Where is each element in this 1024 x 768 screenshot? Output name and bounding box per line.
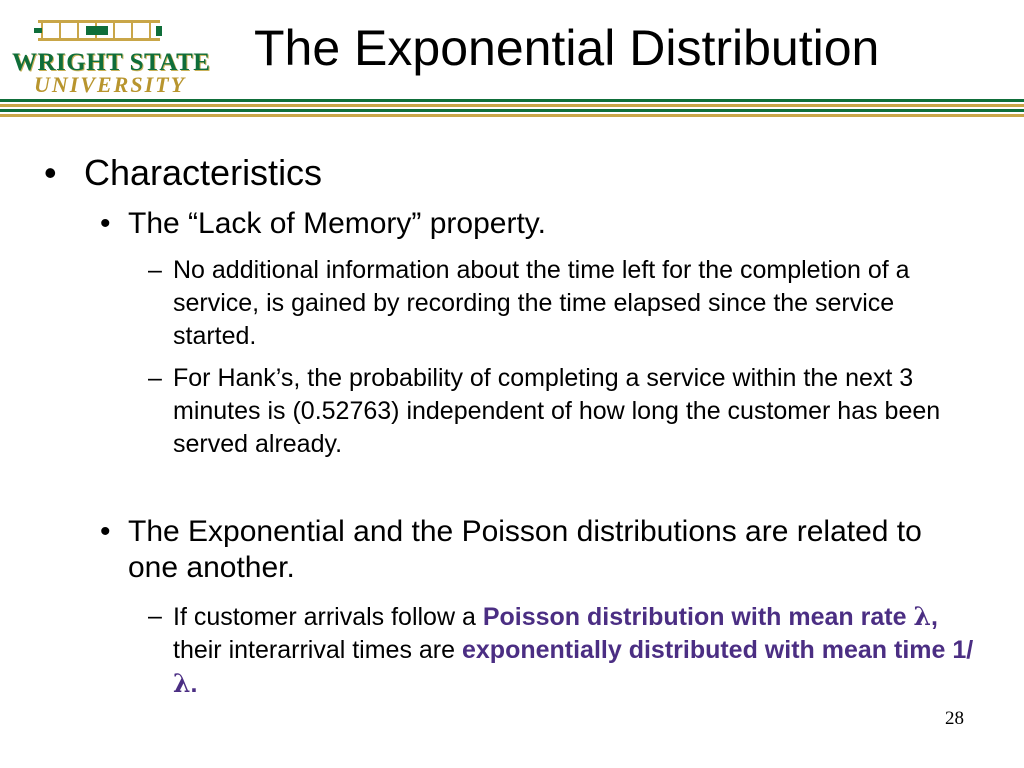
wright-flyer-icon	[34, 14, 164, 50]
header-rule-gold-2	[0, 114, 1024, 117]
bullet-mark: •	[100, 515, 111, 548]
sub-bullet-text: No additional information about the time left for the completion of a service, is gained by recording the time elapsed since the service started.	[173, 256, 910, 350]
emphasis-comma: ,	[930, 603, 938, 631]
sub-bullet-customer-arrivals	[148, 600, 974, 701]
emphasis-poisson: Poisson distribution with mean rate	[482, 603, 914, 631]
emphasis-period: .	[190, 670, 198, 698]
logo-wordmark-line1: WRIGHT STATE	[12, 49, 211, 76]
logo-wordmark-line2: UNIVERSITY	[34, 72, 187, 97]
text-part: If customer arrivals follow a	[173, 603, 483, 631]
dash-mark: –	[148, 364, 162, 392]
sub-bullet-hanks-probability	[148, 362, 974, 461]
bullet-text: The Exponential and the Poisson distributions are related to one another.	[128, 515, 922, 584]
slide-title: The Exponential Distribution	[254, 20, 880, 76]
bullet-lack-of-memory	[100, 206, 980, 242]
header-rule-green-1	[0, 99, 1024, 102]
lambda-symbol: λ	[173, 669, 191, 698]
dash-mark: –	[148, 256, 162, 284]
sub-bullet-no-additional-info	[148, 254, 974, 353]
header-rule-gold-1	[0, 104, 1024, 107]
page-number: 28	[945, 708, 964, 729]
text-part: their interarrival times are	[173, 636, 462, 664]
bullet-text: Characteristics	[84, 152, 323, 193]
header-rule-green-2	[0, 109, 1024, 112]
bullet-mark: •	[44, 152, 57, 193]
bullet-characteristics	[44, 152, 323, 194]
dash-mark: –	[148, 602, 162, 630]
sub-bullet-text	[173, 600, 974, 701]
emphasis-exponential: exponentially distributed with mean time 1/	[461, 636, 974, 664]
university-logo	[8, 14, 211, 97]
bullet-exponential-poisson-related	[100, 514, 980, 586]
sub-bullet-text: For Hank’s, the probability of completing a service within the next 3 minutes is (0.52763) independent of how long the customer has been served already.	[173, 364, 941, 458]
lambda-symbol: λ	[913, 602, 931, 631]
bullet-text: The “Lack of Memory” property.	[128, 207, 546, 240]
bullet-mark: •	[100, 207, 111, 240]
